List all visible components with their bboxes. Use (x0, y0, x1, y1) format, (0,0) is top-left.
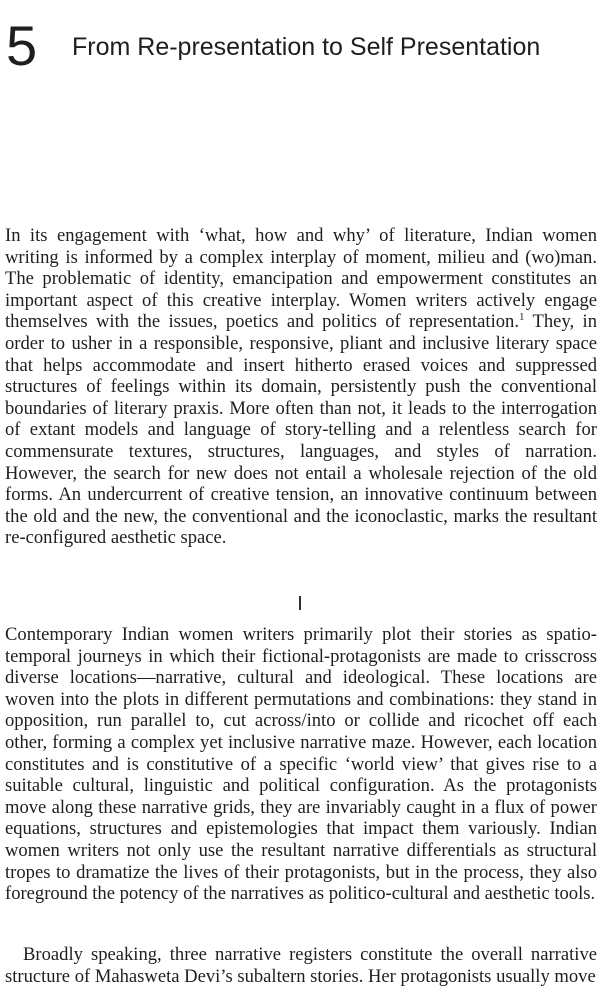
chapter-heading (6, 14, 596, 78)
paragraph-1-text-b: They, in order to usher in a responsible, responsive, pliant and inclusive literary space that helps accommodate and insert hitherto erased voices and suppressed structures of feelings within its domain, persistently push the conventional boundaries of literary praxis. More often than not, it leads to the interrogation of extant models and language of story-telling and a relentless search for commensurate textures, structures, languages, and styles of narration. However, the search for new does not entail a wholesale rejection of the old forms. An undercurrent of creative tension, an innovative continuum between the old and the new, the conventional and the iconoclastic, marks the resultant re-configured aesthetic space. (5, 311, 597, 549)
paragraph-1 (5, 225, 597, 549)
chapter-title: From Re-presentation to Self Presentation (72, 33, 541, 61)
paragraph-1-text-a: In its engagement with ‘what, how and why’ of literature, Indian women writing is informed by a complex interplay of moment, milieu and (wo)man. The problematic of identity, emancipation and empowerment constitutes an important aspect of this creative interplay. Women writers actively engage themselves with the issues, poetics and politics of representation. (5, 225, 597, 333)
paragraph-3: Broadly speaking, three narrative registers constitute the overall narrative structure of Mahasweta Devi’s subaltern stories. Her protagonists usually move (5, 944, 597, 987)
section-number: I (297, 593, 303, 615)
footnote-marker: 1 (519, 311, 525, 324)
paragraph-2: Contemporary Indian women writers primarily plot their stories as spatio-temporal journeys in which their fictional-protagonists are made to crisscross diverse locations—narrative, cultural and ideological. These locations are woven into the plots in different permutations and combinations: they stand in opposition, run parallel to, cut across/into or collide and ricochet off each other, forming a complex yet inclusive narrative maze. However, each location constitutes and is constitutive of a specific ‘world view’ that gives rise to a suitable cultural, linguistic and political configuration. As the protagonists move along these narrative grids, they are invariably caught in a flux of power equations, structures and epistemologies that impact them variously. Indian women writers not only use the resultant narrative differentials as structural tropes to dramatize the lives of their protagonists, but in the process, they also foreground the potency of the narratives as politico-cultural and aesthetic tools. (5, 624, 597, 905)
chapter-number: 5 (6, 14, 38, 77)
